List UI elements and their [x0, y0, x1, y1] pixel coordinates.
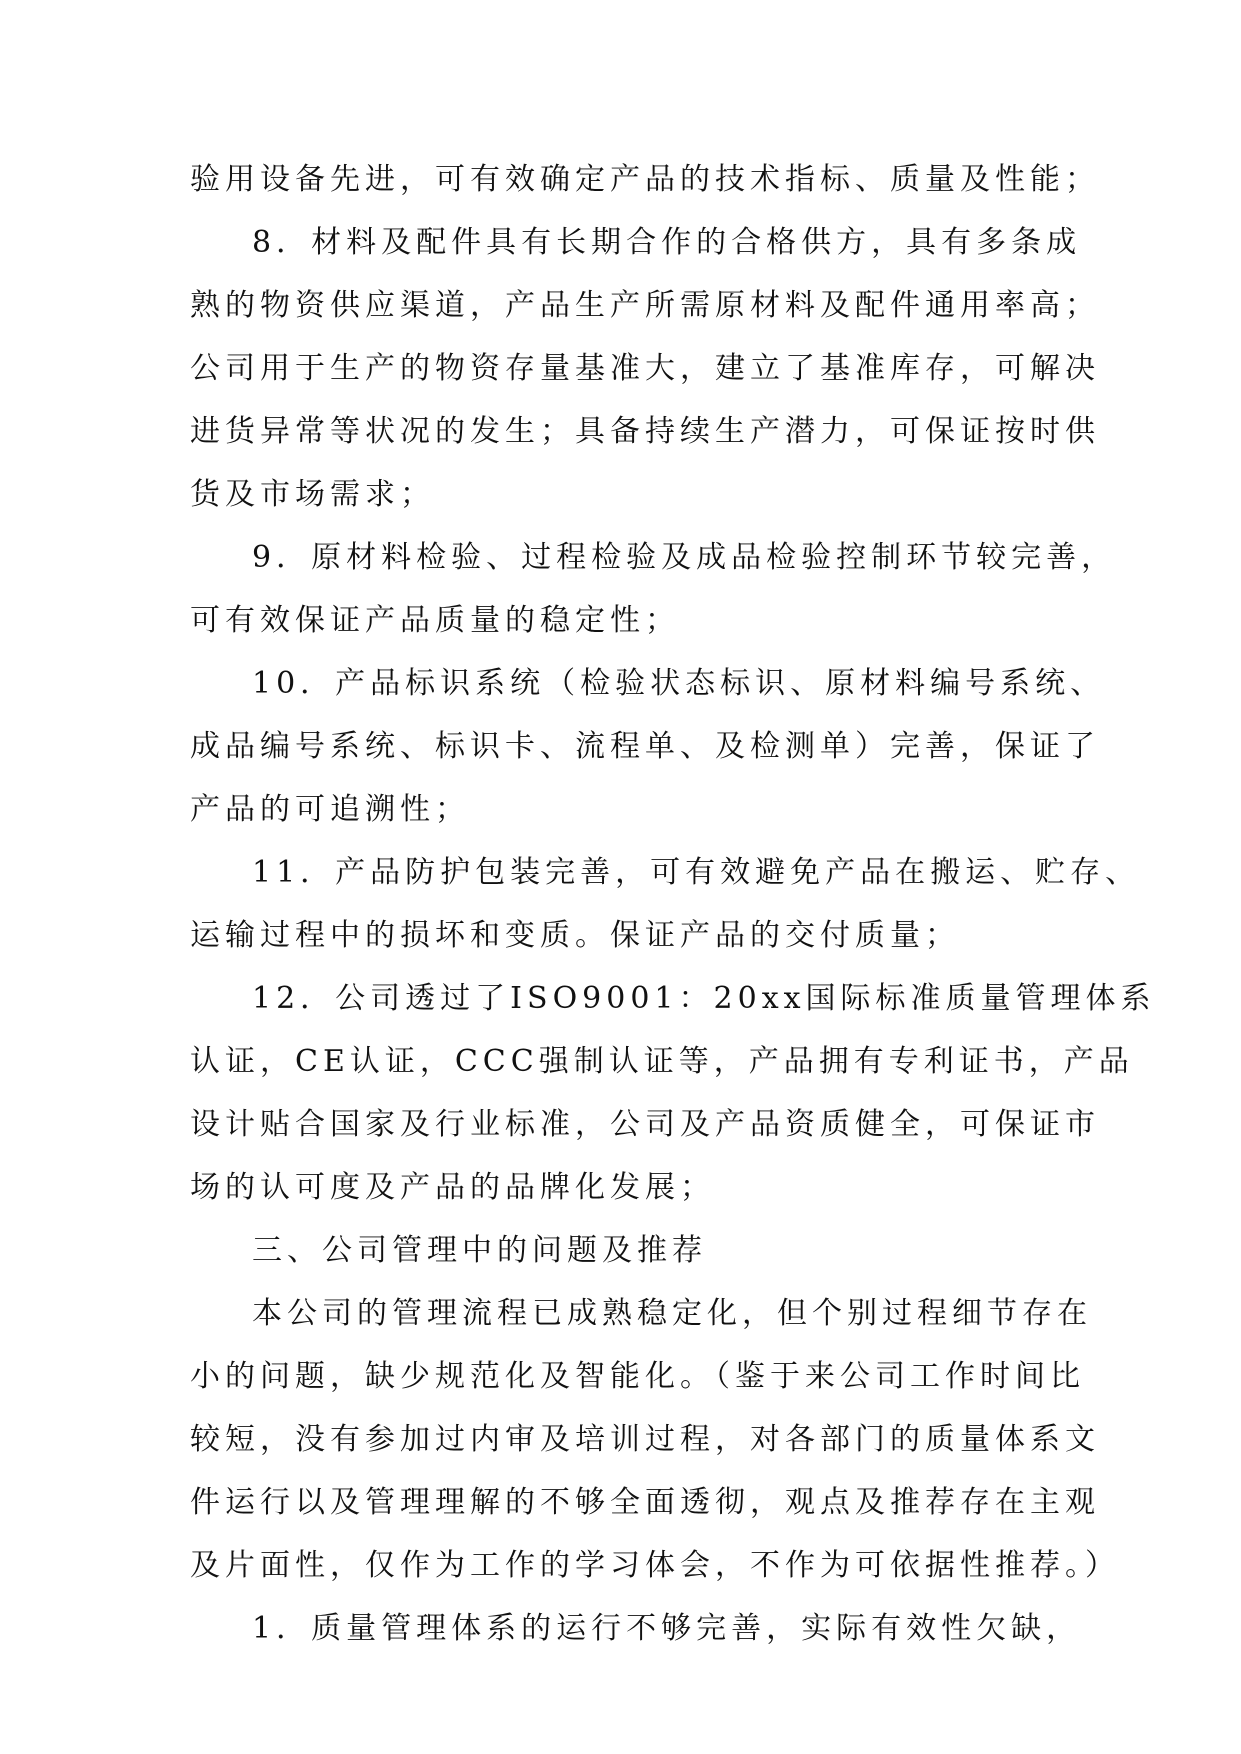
text-line: 及片面性，仅作为工作的学习体会，不作为可依据性推荐。） [190, 1548, 1120, 1583]
text-line: 成品编号系统、标识卡、流程单、及检测单）完善，保证了 [190, 729, 1100, 764]
text-line: 进货异常等状况的发生；具备持续生产潜力，可保证按时供 [190, 414, 1100, 449]
text-line: 场的认可度及产品的品牌化发展； [190, 1170, 715, 1205]
text-line: 10．产品标识系统（检验状态标识、原材料编号系统、 [252, 666, 1106, 701]
text-line: 本公司的管理流程已成熟稳定化，但个别过程细节存在 [252, 1296, 1092, 1331]
text-line: 公司用于生产的物资存量基准大，建立了基准库存，可解决 [190, 351, 1100, 386]
section-heading: 三、公司管理中的问题及推荐 [252, 1233, 707, 1268]
text-line: 11．产品防护包装完善，可有效避免产品在搬运、贮存、 [252, 855, 1141, 890]
text-line: 设计贴合国家及行业标准，公司及产品资质健全，可保证市 [190, 1107, 1100, 1142]
text-line: 较短，没有参加过内审及培训过程，对各部门的质量体系文 [190, 1422, 1100, 1457]
text-line: 货及市场需求； [190, 477, 435, 512]
text-line: 件运行以及管理理解的不够全面透彻，观点及推荐存在主观 [190, 1485, 1100, 1520]
text-line: 认证，CE认证，CCC强制认证等，产品拥有专利证书，产品 [190, 1044, 1134, 1079]
text-line: 12．公司透过了ISO9001：20xx国际标准质量管理体系 [252, 981, 1156, 1016]
text-line: 可有效保证产品质量的稳定性； [190, 603, 680, 638]
text-line: 运输过程中的损坏和变质。保证产品的交付质量； [190, 918, 960, 953]
text-line: 9．原材料检验、过程检验及成品检验控制环节较完善， [252, 540, 1117, 575]
text-line: 小的问题，缺少规范化及智能化。（鉴于来公司工作时间比 [190, 1359, 1085, 1394]
text-line: 验用设备先进，可有效确定产品的技术指标、质量及性能； [190, 162, 1100, 197]
document-body [190, 150, 1156, 1662]
text-line: 熟的物资供应渠道，产品生产所需原材料及配件通用率高； [190, 288, 1100, 323]
text-line: 8．材料及配件具有长期合作的合格供方，具有多条成 [252, 225, 1082, 260]
text-line: 1．质量管理体系的运行不够完善，实际有效性欠缺， [252, 1611, 1082, 1646]
text-line: 产品的可追溯性； [190, 792, 470, 827]
